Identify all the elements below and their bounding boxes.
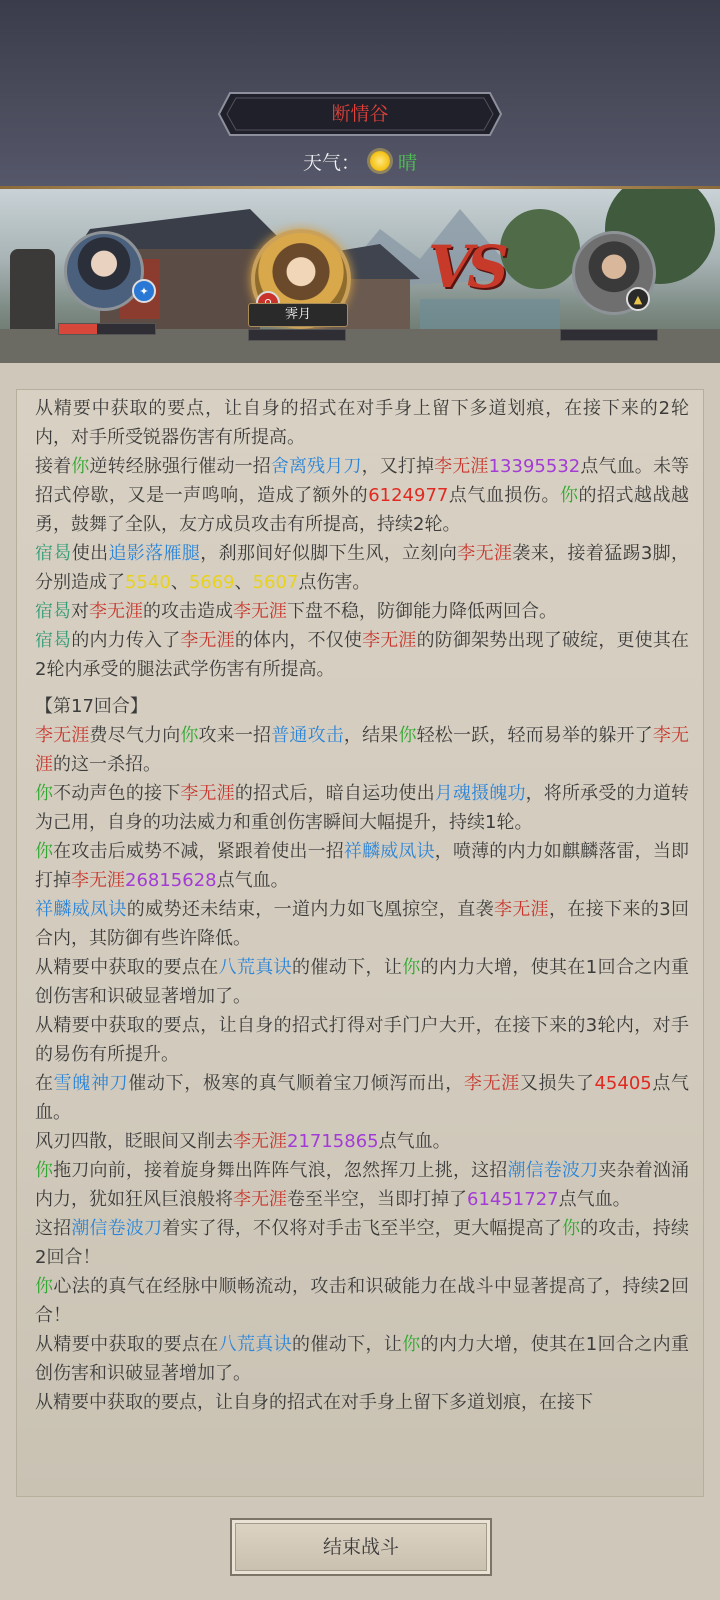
log-segment: 李无涯 (35, 725, 690, 775)
log-segment: 逆转经脉强行催动一招 (89, 456, 271, 477)
log-segment: 追影落雁腿 (108, 543, 201, 564)
log-entry (35, 539, 689, 597)
log-segment: 袭来，接着猛踢3脚，分别造成了 (35, 543, 690, 593)
battle-scene (0, 189, 720, 363)
log-segment: 5669 (188, 572, 235, 593)
log-segment: ，刹那间好似脚下生风，立刻向 (200, 543, 458, 564)
log-segment: 的招式越战越勇，鼓舞了全队，友方成员攻击有所提高，持续2轮。 (35, 485, 690, 535)
log-segment: 不动声色的接下 (53, 783, 181, 804)
log-segment: 李无涯 (434, 456, 489, 477)
log-segment: 心法的真气在经脉中顺畅流动，攻击和识破能力在战斗中显著提高了，持续2回合！ (35, 1276, 689, 1326)
log-entry (35, 692, 689, 721)
weather-row (0, 146, 720, 176)
log-entry (35, 394, 689, 452)
log-entry (35, 1011, 689, 1069)
log-segment: 你 (35, 1276, 54, 1297)
log-segment: 的威势还未结束，一道内力如飞凰掠空，直袭 (126, 899, 494, 920)
log-entry (35, 953, 689, 1011)
log-segment: 风刃四散，眨眼间又削去 (35, 1131, 233, 1152)
log-segment: 的这一杀招。 (53, 754, 161, 775)
log-segment: 的内力大增，使其在1回合之内重创伤害和识破显著增加了。 (35, 1334, 690, 1384)
weather-label: 天气： (302, 151, 360, 174)
log-entry (35, 452, 689, 539)
log-segment: 你 (35, 783, 54, 804)
log-segment: 5607 (252, 572, 299, 593)
log-segment: 夹杂着汹涌内力，犹如狂风巨浪般将 (35, 1160, 690, 1210)
log-segment: 这招 (35, 1218, 72, 1239)
log-entry (35, 895, 689, 953)
log-segment: 催动下，极寒的真气顺着宝刀倾泻而出， (128, 1073, 464, 1094)
log-segment: 5540 (125, 572, 171, 593)
log-segment: 你 (402, 1334, 421, 1355)
log-segment: 你 (35, 1160, 54, 1181)
log-segment: 的体内，不仅使 (234, 630, 363, 651)
log-segment: 点气血。 (378, 1131, 451, 1152)
log-segment: 李无涯 (89, 601, 143, 622)
log-segment: 你 (402, 957, 421, 978)
log-entry (35, 1127, 689, 1156)
log-entry (35, 721, 689, 779)
log-segment: 拖刀向前，接着旋身舞出阵阵气浪，忽然挥刀上挑，这招 (53, 1160, 508, 1181)
log-segment: 从精要中获取的要点在 (35, 1334, 219, 1355)
log-segment: 点气血。 (558, 1189, 631, 1210)
log-segment: 的催动下，让 (292, 1334, 403, 1355)
log-segment: 宿曷 (35, 630, 72, 651)
header (0, 0, 720, 186)
log-segment: 点气血损伤。 (448, 485, 560, 506)
weather-value: 晴 (398, 151, 418, 174)
log-segment: 费尽气力向 (89, 725, 181, 746)
log-segment: 李无涯 (457, 543, 513, 564)
log-segment: 你 (35, 841, 54, 862)
log-segment: 着实了得，不仅将对手击飞至半空，更大幅提高了 (162, 1218, 562, 1239)
log-entry (35, 1214, 689, 1272)
player-portrait[interactable] (64, 231, 144, 311)
log-segment: 下盘不稳，防御能力降低两回合。 (287, 601, 557, 622)
log-entry (35, 1330, 689, 1388)
log-segment: 的催动下，让 (292, 957, 403, 978)
log-segment: ，又打掉 (361, 456, 435, 477)
log-segment: 李无涯 (493, 899, 550, 920)
log-entry (35, 1272, 689, 1330)
log-segment: 李无涯 (71, 870, 125, 891)
log-segment: 你 (71, 456, 90, 477)
log-segment: 李无涯 (233, 601, 287, 622)
log-segment: 13395532 (488, 456, 581, 477)
log-segment: 李无涯 (233, 1189, 287, 1210)
log-segment: 在 (35, 1073, 54, 1094)
sun-icon (370, 151, 390, 171)
log-segment: 【第17回合】 (35, 696, 148, 717)
log-segment: ，喷薄的内力如麒麟落雷，当即打掉 (35, 841, 690, 891)
log-entry (35, 1156, 689, 1214)
log-segment: 从精要中获取的要点，让自身的招式在对手身上留下多道划痕，在接下 (35, 1392, 593, 1413)
log-segment: 潮信卷波刀 (71, 1218, 163, 1239)
log-segment: 的攻击，持续2回合！ (35, 1218, 690, 1268)
enemy-sect-badge-icon: ▲ (626, 287, 650, 311)
log-segment: ，将所承受的力道转为己用，自身的功法威力和重创伤害瞬间大幅提升，持续1轮。 (35, 783, 690, 833)
log-entry (35, 597, 689, 626)
log-segment: 李无涯 (180, 630, 235, 651)
log-segment: 从精要中获取的要点在 (35, 957, 219, 978)
log-segment: 祥麟威凤诀 (343, 841, 435, 862)
log-segment: 你 (559, 485, 579, 506)
log-entry (35, 837, 689, 895)
log-segment: 26815628 (125, 870, 217, 891)
log-segment: 八荒真诀 (218, 957, 293, 978)
log-segment: 轻松一跃，轻而易举的躲开了 (416, 725, 653, 746)
log-entry (35, 779, 689, 837)
log-entry (35, 1069, 689, 1127)
log-segment: 的防御架势出现了破绽，更使其在2轮内承受的腿法武学伤害有所提高。 (35, 630, 690, 680)
combat-log-content (17, 390, 703, 1417)
log-segment: 在攻击后威势不减，紧跟着使出一招 (53, 841, 344, 862)
player-hp-bar (58, 323, 156, 335)
log-segment: 雪魄神刀 (53, 1073, 129, 1094)
log-segment: 的攻击造成 (143, 601, 233, 622)
log-segment: 对 (71, 601, 89, 622)
log-segment: 李无涯 (35, 725, 90, 746)
log-segment: 舍离残月刀 (270, 456, 362, 477)
log-segment: 李无涯 (362, 630, 417, 651)
log-segment: 从精要中获取的要点，让自身的招式在对手身上留下多道划痕，在接下来的2轮内，对手所受锐器伤害有所提高。 (35, 398, 689, 448)
log-segment: 攻来一招 (198, 725, 272, 746)
enemy-hp-bar (560, 329, 658, 341)
log-segment: 又损失了 (519, 1073, 595, 1094)
log-segment: 的招式后，暗自运功使出 (234, 783, 435, 804)
log-segment: 普通攻击 (271, 725, 344, 746)
log-segment: 潮信卷波刀 (507, 1160, 599, 1181)
log-segment: 点伤害。 (298, 572, 371, 593)
log-segment: 李无涯 (463, 1073, 520, 1094)
log-segment: 月魂摄魄功 (434, 783, 526, 804)
log-segment: 你 (561, 1218, 581, 1239)
log-segment: 卷至半空，当即打掉了 (287, 1189, 467, 1210)
log-segment: 点气血。 (216, 870, 289, 891)
combat-log[interactable] (16, 389, 704, 1497)
log-segment: 你 (180, 725, 199, 746)
log-entry (35, 626, 689, 684)
log-segment: 、 (234, 572, 253, 593)
log-segment: 宿曷 (35, 601, 71, 622)
end-battle-button[interactable]: 结束战斗 (230, 1518, 492, 1576)
log-segment: 八荒真诀 (218, 1334, 293, 1355)
location-title: 断情谷 (331, 103, 389, 125)
player-sect-badge-icon: ✦ (132, 279, 156, 303)
log-segment: ，结果 (343, 725, 399, 746)
log-segment: 宿曷 (35, 543, 72, 564)
log-segment: 的内力大增，使其在1回合之内重创伤害和识破显著增加了。 (35, 957, 690, 1007)
log-entry (35, 1388, 689, 1417)
log-segment: 点气血。 (35, 1073, 690, 1123)
log-segment: 李无涯 (180, 783, 235, 804)
log-segment: 21715865 (287, 1131, 379, 1152)
log-segment: 使出 (71, 543, 109, 564)
log-segment: 你 (398, 725, 417, 746)
player-hp-fill (59, 324, 97, 334)
log-segment: 祥麟威凤诀 (35, 899, 127, 920)
log-segment: 点气血。未等招式停歇，又是一声鸣响，造成了额外的 (35, 456, 690, 506)
log-segment: 从精要中获取的要点，让自身的招式打得对手门户大开，在接下来的3轮内，对手的易伤有所提升。 (35, 1015, 689, 1065)
ally-hp-bar (248, 329, 346, 341)
ally-name: 霁月 (248, 303, 348, 327)
log-segment: 李无涯 (233, 1131, 287, 1152)
log-segment: 6124977 (368, 485, 449, 506)
log-segment: 的内力传入了 (71, 630, 181, 651)
log-segment: 45405 (594, 1073, 652, 1094)
log-segment: 接着 (35, 456, 72, 477)
log-segment: ，在接下来的3回合内，其防御有些许降低。 (35, 899, 690, 949)
location-title-plate (218, 92, 502, 136)
log-segment: 、 (170, 572, 189, 593)
vs-emblem: VS (428, 233, 503, 301)
log-segment: 61451727 (467, 1189, 559, 1210)
